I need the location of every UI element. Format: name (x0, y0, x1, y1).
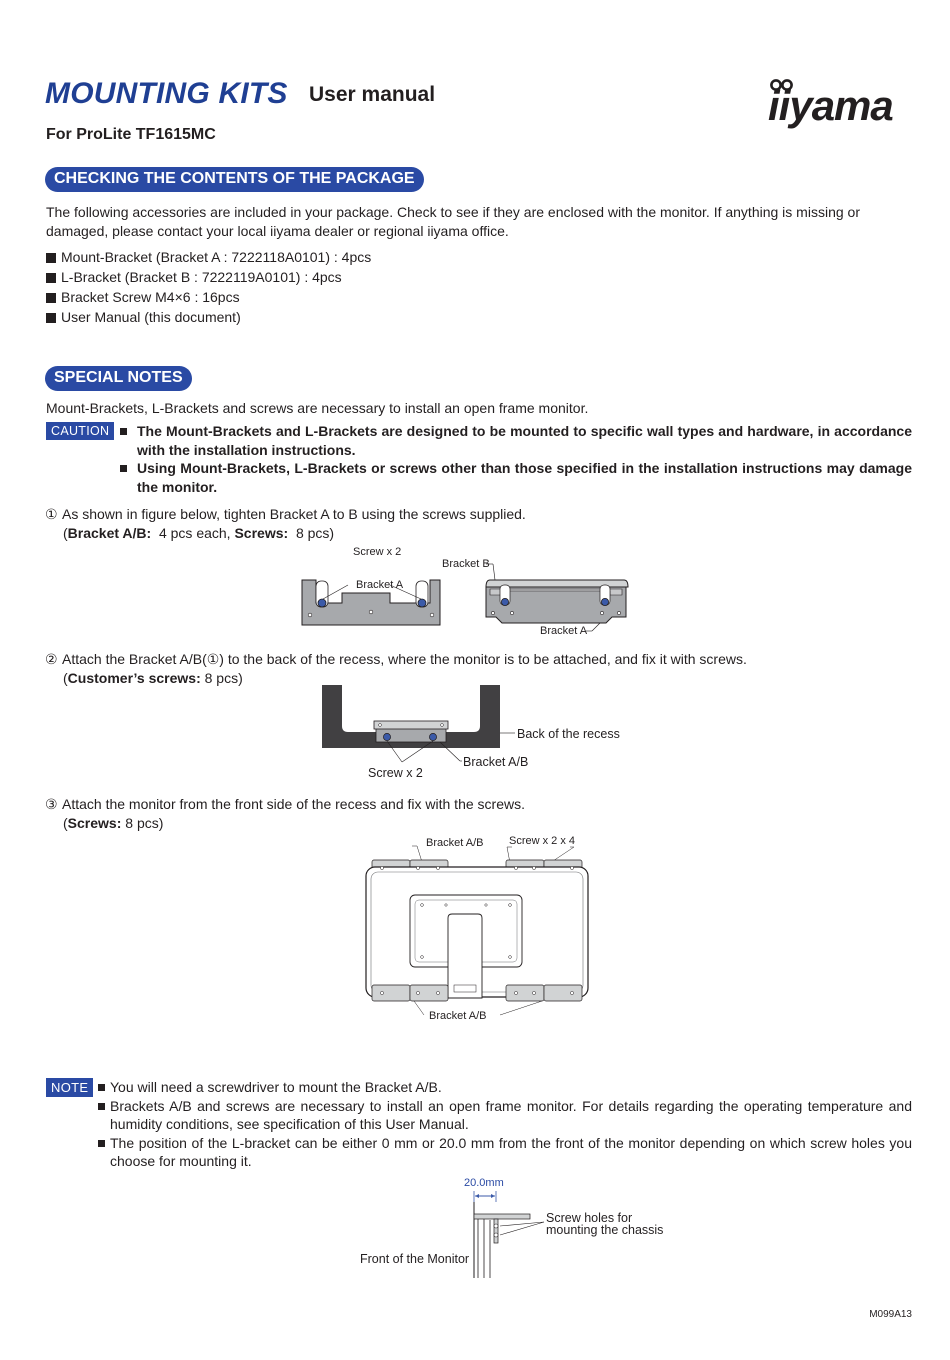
list-item (46, 307, 371, 327)
document-number: M099A13 (869, 1309, 912, 1320)
fig1-bracket-a-label: Bracket A (356, 579, 404, 591)
step-detail-text: 8 pcs) (121, 814, 164, 831)
caution-label: CAUTION (46, 422, 114, 440)
step-number: ① (45, 506, 58, 522)
fig4-screw-holes-line: mounting the chassis (546, 1223, 664, 1237)
note-item-text: You will need a screwdriver to mount the Bracket A/B. (110, 1079, 442, 1095)
caution-item-text: Using Mount-Brackets, L-Brackets or screws other than those specified in the installation instructions may damage the monitor. (137, 460, 912, 495)
contents-heading: CHECKING THE CONTENTS OF THE PACKAGE (45, 167, 424, 192)
bullet-square-icon (46, 253, 56, 263)
screw-icon (429, 733, 436, 740)
bullet-square-icon (98, 1140, 105, 1147)
contents-intro-line-1: The following accessories are included in your package. Check to see if they are enclosed with the monitor. If anything is missing or (46, 204, 860, 220)
step-detail-bold: Bracket A/B: (67, 524, 152, 541)
screw-icon (501, 598, 508, 605)
fig4-front-label: Front of the Monitor (360, 1252, 470, 1266)
list-item-text: User Manual (this document) (61, 309, 241, 325)
step-detail-text: 4 pcs each, (151, 524, 235, 541)
step-detail-text: 8 pcs) (200, 669, 243, 686)
document-title: MOUNTING KITS (45, 77, 288, 110)
bullet-square-icon (120, 428, 127, 435)
fig4-dimension-label: 20.0mm (464, 1177, 504, 1189)
note-item-text: The position of the L-bracket can be either 0 mm or 20.0 mm from the front of the monitor depending on which screw holes you choose for mounting it. (110, 1134, 912, 1169)
step-detail: (Customer’s screws: 8 pcs) (63, 669, 243, 686)
step-text: As shown in figure below, tighten Bracket A to B using the screws supplied. (62, 506, 526, 522)
caution-item (120, 422, 912, 459)
list-item-text: Mount-Bracket (Bracket A : 7222118A0101) : 4pcs (61, 249, 372, 265)
caution-item-text: The Mount-Brackets and L-Brackets are designed to be mounted to specific wall types and hardware, in accordance with the installation instructions. (137, 423, 912, 458)
fig3-bracket-top-label: Bracket A/B (426, 837, 484, 849)
bullet-square-icon (46, 273, 56, 283)
bullet-square-icon (120, 465, 127, 472)
screw-icon (601, 598, 608, 605)
step-3 (45, 795, 525, 832)
document-subtitle: User manual (309, 83, 436, 106)
screw-icon (318, 599, 326, 607)
step-text: Attach the Bracket A/B(①) to the back of the recess, where the monitor is to be attached, and fix it with screws. (62, 651, 747, 667)
fig3-bracket-bottom-label: Bracket A/B (429, 1010, 487, 1022)
note-item (98, 1134, 912, 1171)
list-item-text: Bracket Screw M4×6 : 16pcs (61, 289, 240, 305)
note-item-text: Brackets A/B and screws are necessary to install an open frame monitor. For details regarding the operating temperature and humidity conditions, see specification of this User Manual. (110, 1097, 912, 1132)
bullet-square-icon (98, 1084, 105, 1091)
bullet-square-icon (46, 293, 56, 303)
bullet-square-icon (46, 313, 56, 323)
screw-icon (418, 599, 426, 607)
step-number: ③ (45, 796, 58, 812)
step-2 (45, 650, 747, 687)
caution-list (120, 422, 912, 496)
screw-icon (383, 733, 390, 740)
note-label: NOTE (46, 1078, 93, 1097)
step-detail: (Bracket A/B: 4 pcs each, Screws: 8 pcs) (63, 524, 335, 541)
figure-monitor-back (362, 835, 602, 1025)
special-notes-intro: Mount-Brackets, L-Brackets and screws are necessary to install an open frame monitor. (46, 400, 589, 416)
contents-intro-line-2: damaged, please contact your local iiyama dealer or regional iiyama office. (46, 222, 509, 239)
list-item (46, 287, 371, 307)
caution-item (120, 459, 912, 496)
step-detail-bold: Screws: (67, 814, 122, 831)
step-detail-bold: Screws: (234, 524, 289, 541)
fig2-back-recess-label: Back of the recess (517, 727, 620, 741)
contents-list (46, 247, 371, 327)
iiyama-logo (768, 74, 918, 130)
list-item (46, 267, 371, 287)
fig1-screw-label: Screw x 2 (353, 546, 402, 558)
fig4-screw-holes-label (546, 1212, 663, 1236)
step-detail-text: 8 pcs) (288, 524, 335, 541)
note-item (98, 1078, 912, 1097)
special-notes-heading: SPECIAL NOTES (45, 366, 192, 391)
fig3-screw-label: Screw x 2 x 4 (509, 835, 576, 847)
fig2-screw-label: Screw x 2 (368, 766, 423, 780)
model-line: For ProLite TF1615MC (46, 126, 216, 143)
fig2-bracket-label: Bracket A/B (463, 755, 529, 769)
fig1-bracket-a2-label: Bracket A (540, 625, 588, 637)
step-detail: (Screws: 8 pcs) (63, 814, 164, 831)
fig1-bracket-b-label: Bracket B (442, 558, 490, 570)
step-text: Attach the monitor from the front side of the recess and fix with the screws. (62, 796, 525, 812)
step-detail-bold: Customer’s screws: (67, 669, 201, 686)
list-item (46, 247, 371, 267)
note-list (98, 1078, 912, 1171)
contents-intro (46, 203, 916, 240)
bullet-square-icon (98, 1103, 105, 1110)
note-item (98, 1097, 912, 1134)
brand-wordmark: iiyama (768, 82, 893, 129)
step-1 (45, 505, 526, 542)
fig4-screw-holes-line: Screw holes for (546, 1211, 633, 1225)
list-item-text: L-Bracket (Bracket B : 7222119A0101) : 4pcs (61, 269, 342, 285)
step-number: ② (45, 651, 58, 667)
